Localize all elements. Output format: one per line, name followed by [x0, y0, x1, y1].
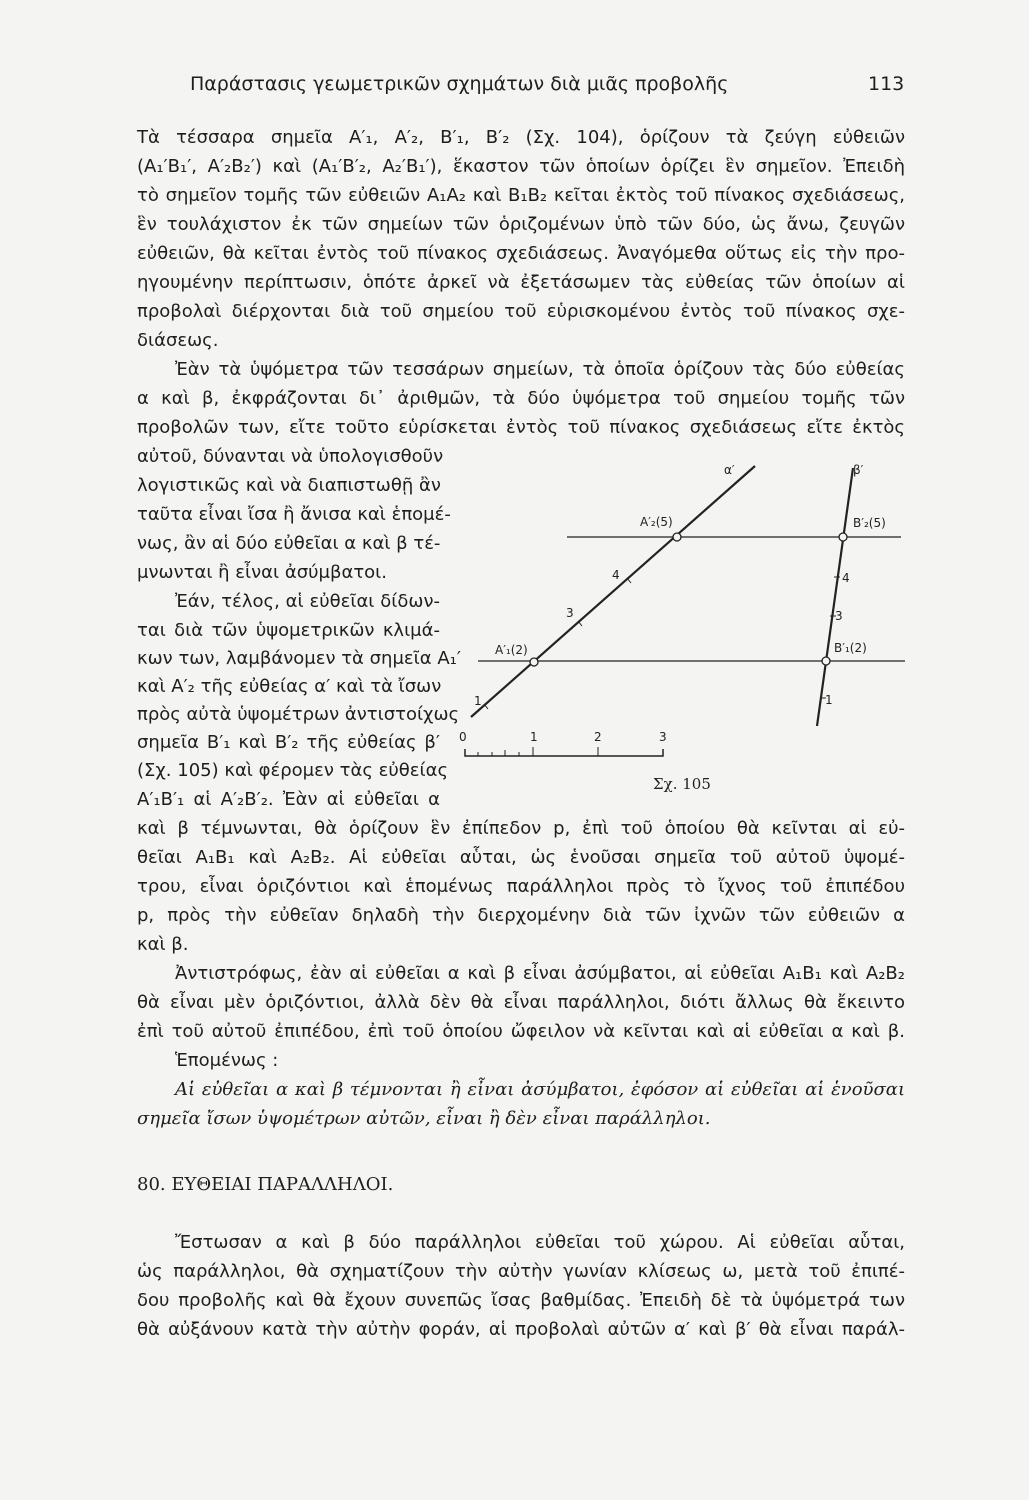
text-line: ἐπὶ τοῦ αὐτοῦ ἐπιπέδου, ἐπὶ τοῦ ὁποίου ὤφειλον νὰ κεῖνται καὶ αἱ εὐθεῖαι α καὶ β. — [137, 1021, 905, 1042]
text-line: ηγουμένην περίπτωσιν, ὁπότε ἀρκεῖ νὰ ἐξετάσωμεν τὰς εὐθείας τῶν ὁποίων αἱ — [137, 272, 905, 293]
point-B2 — [839, 533, 847, 541]
label-a-prime: α′ — [724, 463, 735, 477]
section-heading: 80. ΕΥΘΕΙΑΙ ΠΑΡΑΛΛΗΛΟΙ. — [137, 1174, 394, 1195]
scale-label: 1 — [530, 730, 538, 744]
text-line: δου προβολῆς καὶ θὰ ἔχουν συνεπῶς ἴσας βαθμίδας. Ἐπειδὴ δὲ τὰ ὑψόμετρά των — [137, 1290, 905, 1311]
text-line: καὶ A′₂ τῆς εὐθείας α′ καὶ τὰ ἴσων — [137, 676, 442, 697]
text-line: πρὸς αὐτὰ ὑψομέτρων ἀντιστοίχως — [137, 704, 460, 725]
text-line: αὐτοῦ, δύνανται νὰ ὑπολογισθοῦν — [137, 446, 444, 467]
text-line: σημεῖα ἴσων ὑψομέτρων αὐτῶν, εἶναι ἢ δὲν εἶναι παράλληλοι. — [137, 1108, 711, 1129]
scale-label: 0 — [459, 730, 467, 744]
text-line: θὰ εἶναι μὲν ὁριζόντιοι, ἀλλὰ δὲν θὰ εἶναι παράλληλοι, διότι ἄλλως θὰ ἔκειντο — [137, 992, 905, 1013]
text-line: σημεῖα B′₁ καὶ B′₂ τῆς εὐθείας β′ — [137, 732, 440, 753]
label-b-prime: β′ — [853, 463, 864, 477]
text-line: προβολῶν των, εἴτε τοῦτο εὑρίσκεται ἐντὸς τοῦ πίνακος σχεδιάσεως εἴτε ἐκτὸς — [137, 417, 905, 438]
line-a-prime — [471, 466, 755, 717]
text-line: (A₁′B₁′, A′₂B₂′) καὶ (A₁′B′₂, A₂′B₁′), ἕκαστον τῶν ὁποίων ὁρίζει ἓν σημεῖον. Ἐπειδὴ — [137, 156, 905, 177]
point-A1 — [530, 658, 538, 666]
text-line: Ἑπομένως : — [175, 1050, 279, 1071]
running-header: Παράστασις γεωμετρικῶν σχημάτων διὰ μιᾶς προβολῆς — [190, 73, 729, 95]
text-line: A′₁B′₁ αἱ A′₂B′₂. Ἐὰν αἱ εὐθεῖαι α — [137, 789, 440, 810]
text-line: ταῦτα εἶναι ἴσα ἢ ἄνισα καὶ ἑπομέ- — [137, 504, 451, 525]
text-line: λογιστικῶς καὶ νὰ διαπιστωθῇ ἂν — [137, 475, 441, 496]
label-b-tick: 4 — [842, 571, 850, 585]
text-line: εὐθειῶν, θὰ κεῖται ἐντὸς τοῦ πίνακος σχεδιάσεως. Ἀναγόμεθα οὕτως εἰς τὴν προ- — [137, 243, 905, 264]
text-line: νως, ἂν αἱ δύο εὐθεῖαι α καὶ β τέ- — [137, 533, 441, 554]
text-line: (Σχ. 105) καὶ φέρομεν τὰς εὐθείας — [137, 760, 449, 781]
label-b-tick: 3 — [835, 609, 843, 623]
text-line: θεῖαι A₁B₁ καὶ A₂B₂. Αἱ εὐθεῖαι αὗται, ὡς ἑνοῦσαι σημεῖα τοῦ αὐτοῦ ὑψομέ- — [137, 847, 905, 868]
text-line: τρου, εἶναι ὁριζόντιοι καὶ ἑπομένως παράλληλοι πρὸς τὸ ἴχνος τοῦ ἐπιπέδου — [137, 876, 905, 897]
text-line: μνωνται ἢ εἶναι ἀσύμβατοι. — [137, 562, 387, 583]
page-number: 113 — [868, 73, 905, 95]
text-line: ὡς παράλληλοι, θὰ σχηματίζουν τὴν αὐτὴν γωνίαν κλίσεως ω, μετὰ τοῦ ἐπιπέ- — [137, 1261, 905, 1282]
text-line: διάσεως. — [137, 330, 219, 351]
text-line: προβολαὶ διέρχονται διὰ τοῦ σημείου τοῦ εὑρισκομένου ἐντὸς τοῦ πίνακος σχε- — [137, 301, 905, 322]
label-A2: A′₂(5) — [640, 515, 673, 529]
text-line: p, πρὸς τὴν εὐθεῖαν δηλαδὴ τὴν διερχομένην διὰ τῶν ἰχνῶν τῶν εὐθειῶν α — [137, 905, 905, 926]
text-line: ἓν τουλάχιστον ἐκ τῶν σημείων τῶν ὁριζομένων ὑπὸ τῶν δύο, ὡς ἄνω, ζευγῶν — [137, 214, 905, 235]
label-B2: B′₂(5) — [853, 516, 886, 530]
label-A1: A′₁(2) — [495, 643, 528, 657]
scale-bar — [465, 749, 663, 756]
text-line: τὸ σημεῖον τομῆς τῶν εὐθειῶν A₁A₂ καὶ B₁B₂ κεῖται ἐκτὸς τοῦ πίνακος σχεδιάσεως, — [137, 185, 905, 206]
label-a-tick: 3 — [566, 606, 574, 620]
line-b-prime — [817, 468, 853, 726]
text-line: Ἐὰν τὰ ὑψόμετρα τῶν τεσσάρων σημείων, τὰ ὁποῖα ὁρίζουν τὰς δύο εὐθείας — [175, 359, 905, 380]
text-line: Ἔστωσαν α καὶ β δύο παράλληλοι εὐθεῖαι τοῦ χώρου. Αἱ εὐθεῖαι αὗται, — [175, 1232, 905, 1253]
point-B1 — [822, 657, 830, 665]
scale-label: 3 — [659, 730, 667, 744]
text-line: θὰ αὐξάνουν κατὰ τὴν αὐτὴν φοράν, αἱ προβολαὶ αὐτῶν α′ καὶ β′ θὰ εἶναι παράλ- — [137, 1319, 905, 1340]
point-A2 — [673, 533, 681, 541]
text-line: Ἀντιστρόφως, ἐὰν αἱ εὐθεῖαι α καὶ β εἶναι ἀσύμβατοι, αἱ εὐθεῖαι A₁B₁ καὶ A₂B₂ — [175, 963, 905, 984]
label-B1: B′₁(2) — [834, 641, 867, 655]
text-line: καὶ β. — [137, 934, 189, 955]
label-a-tick: 4 — [612, 568, 620, 582]
text-line: Ἐάν, τέλος, αἱ εὐθεῖαι δίδων- — [175, 591, 440, 612]
scale-label: 2 — [594, 730, 602, 744]
text-line: καὶ β τέμνωνται, θὰ ὁρίζουν ἓν ἐπίπεδον p, ἐπὶ τοῦ ὁποίου θὰ κεῖνται αἱ εὐ- — [137, 818, 905, 839]
text-line: ται διὰ τῶν ὑψομετρικῶν κλιμά- — [137, 620, 440, 641]
text-line: Τὰ τέσσαρα σημεῖα A′₁, A′₂, B′₁, B′₂ (Σχ. 104), ὁρίζουν τὰ ζεύγη εὐθειῶν — [137, 127, 905, 148]
text-line: κων των, λαμβάνομεν τὰ σημεῖα A₁′ — [137, 648, 461, 669]
figure-caption: Σχ. 105 — [653, 775, 711, 793]
text-line: Αἱ εὐθεῖαι α καὶ β τέμνονται ἢ εἶναι ἀσύμβατοι, ἐφόσον αἱ εὐθεῖαι αἱ ἑνοῦσαι — [175, 1079, 905, 1100]
label-a-tick: 1 — [474, 694, 482, 708]
label-b-tick: 1 — [825, 693, 833, 707]
text-line: α καὶ β, ἐκφράζονται δι᾽ ἀριθμῶν, τὰ δύο ὑψόμετρα τοῦ σημείου τομῆς τῶν — [137, 388, 905, 409]
